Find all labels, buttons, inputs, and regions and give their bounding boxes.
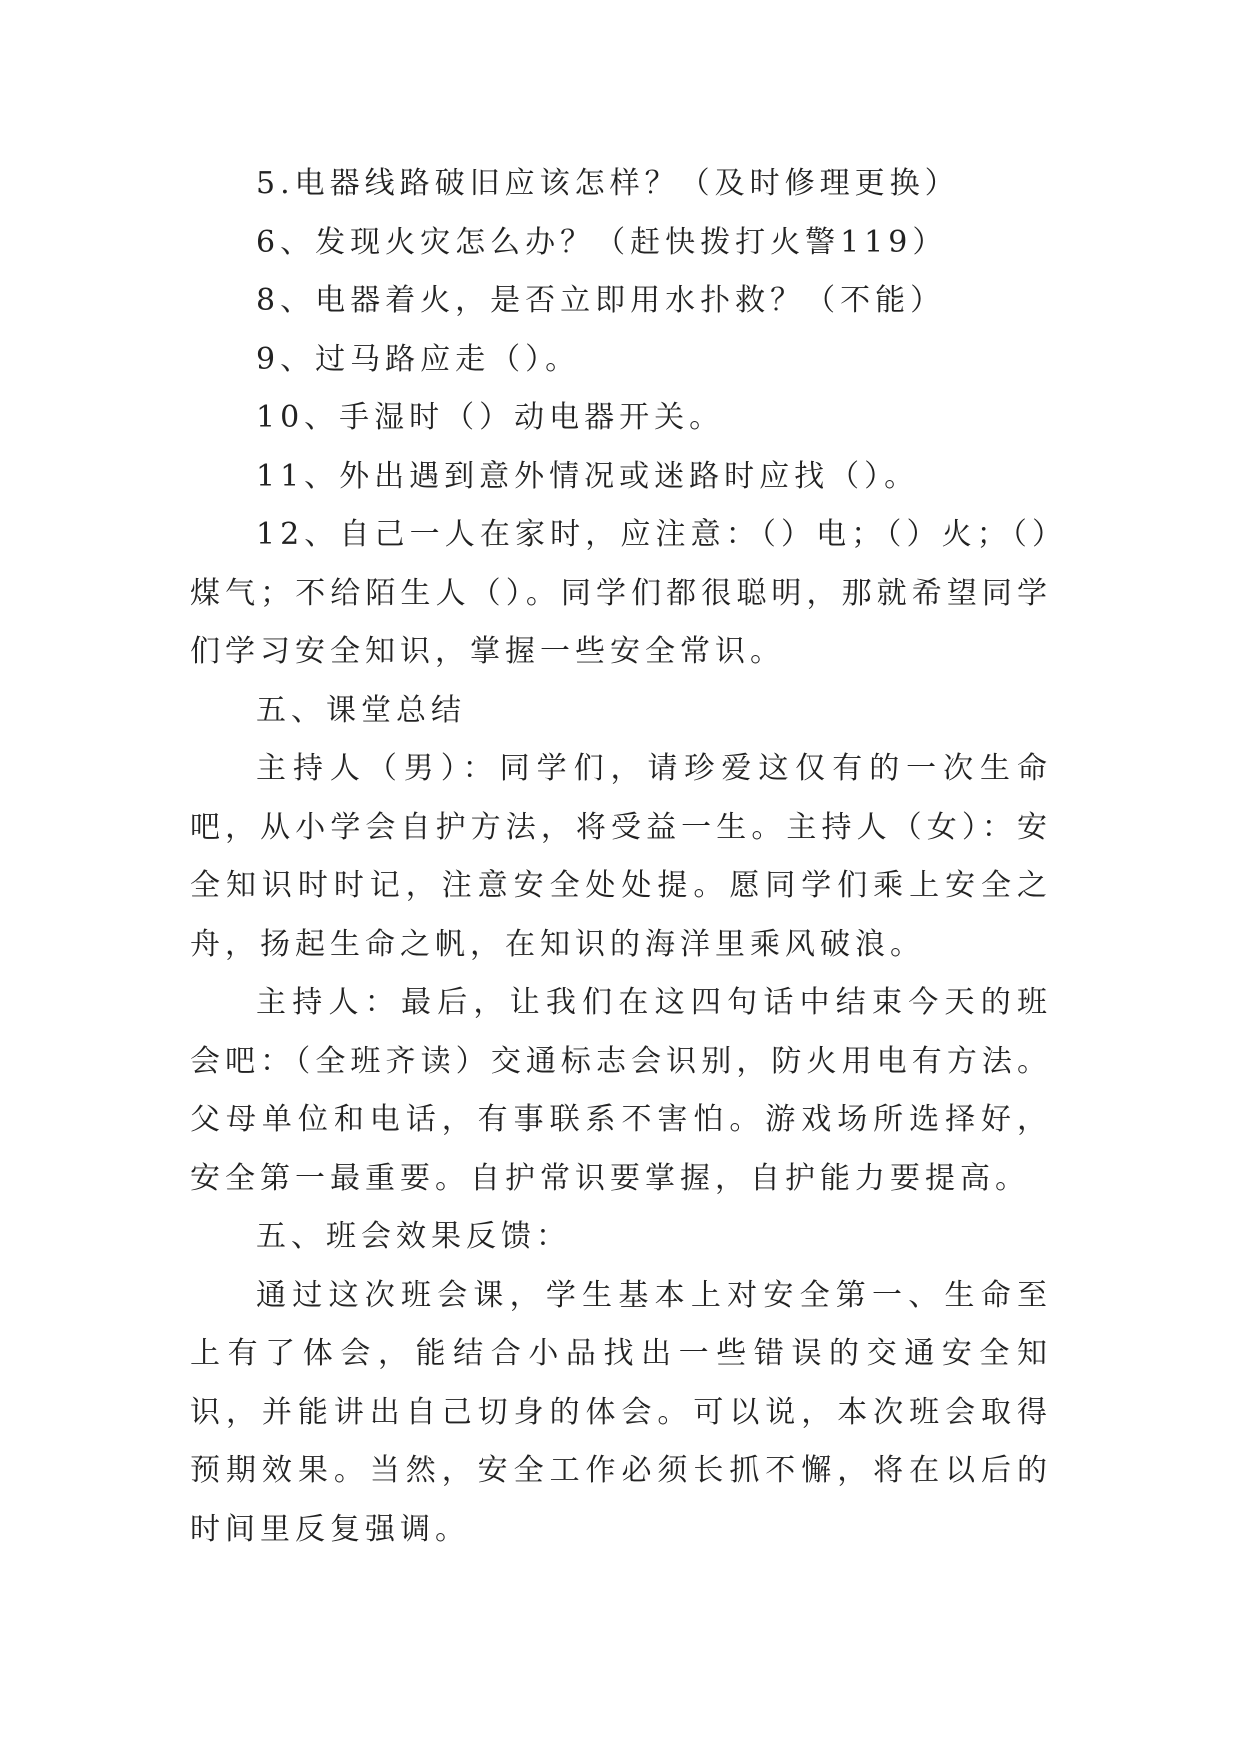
question-5: 5.电器线路破旧应该怎样？（及时修理更换） [256, 166, 960, 201]
host-closing-remarks: 主持人（男）：同学们，请珍爱这仅有的一次生命吧，从小学会自护方法，将受益一生。主持人（女）：安全知识时时记，注意安全处处提。愿同学们乘上安全之舟，扬起生命之帆，在知识的海洋里乘风破浪。 [190, 751, 1052, 962]
document-body [190, 155, 1052, 1559]
host-final-words: 主持人：最后，让我们在这四句话中结束今天的班会吧：（全班齐读）交通标志会识别，防火用电有方法。父母单位和电话，有事联系不害怕。游戏场所选择好，安全第一最重要。自护常识要掌握，自护能力要提高。 [190, 985, 1052, 1196]
question-8: 8、电器着火，是否立即用水扑救？（不能） [256, 283, 946, 318]
feedback-paragraph: 通过这次班会课，学生基本上对安全第一、生命至上有了体会，能结合小品找出一些错误的交通安全知识，并能讲出自己切身的体会。可以说，本次班会取得预期效果。当然，安全工作必须长抓不懈，将在以后的时间里反复强调。 [190, 1277, 1052, 1547]
section-heading-summary: 五、课堂总结 [256, 692, 466, 728]
question-12: 12、自己一人在家时，应注意：（）电；（）火；（）煤气；不给陌生人（）。同学们都很聪明，那就希望同学们学习安全知识，掌握一些安全常识。 [190, 517, 1052, 669]
question-9: 9、过马路应走（）。 [256, 341, 581, 377]
question-10: 10、手湿时（）动电器开关。 [256, 400, 725, 435]
section-heading-feedback: 五、班会效果反馈： [256, 1219, 571, 1254]
question-11: 11、外出遇到意外情况或迷路时应找（）。 [256, 458, 920, 494]
question-6: 6、发现火灾怎么办？（赶快拨打火警119） [256, 224, 948, 260]
